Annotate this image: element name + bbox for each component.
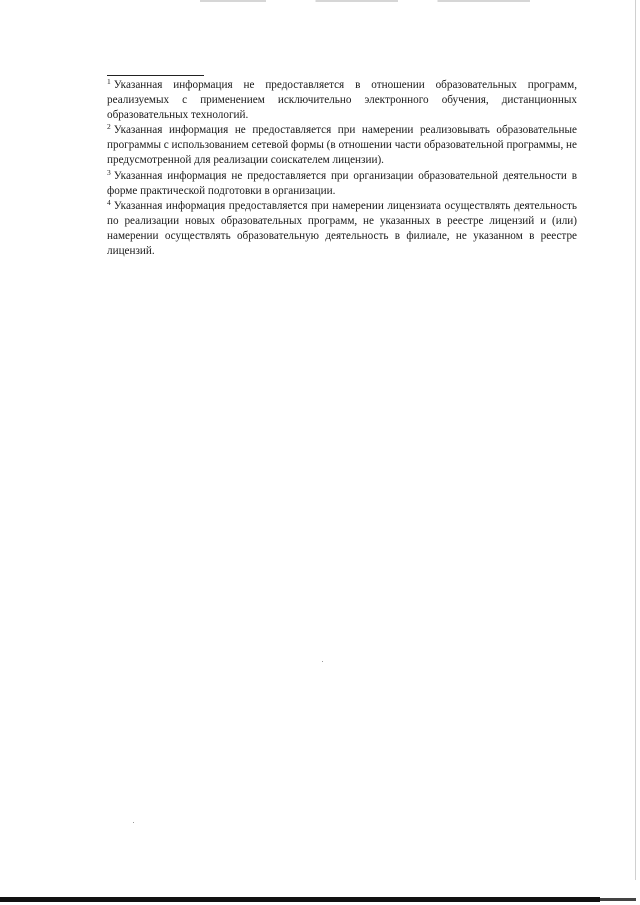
footnote-2 bbox=[107, 123, 577, 167]
scan-speck bbox=[322, 661, 323, 662]
scan-bottom-edge bbox=[0, 897, 600, 902]
footnote-3-text: Указанная информация не предоставляется при организации образовательной деятельности в форме практической подготовки в организации. bbox=[107, 169, 577, 197]
footnote-1-text: Указанная информация не предоставляется в отношении образовательных программ, реализуемых с применением исключительно электронного обучения, дистанционных образовательных технологий. bbox=[107, 79, 577, 121]
footnote-separator bbox=[107, 75, 204, 76]
footnote-2-number: 2 bbox=[107, 122, 111, 132]
scan-top-edge bbox=[200, 0, 530, 2]
footnote-1 bbox=[107, 78, 577, 122]
footnote-3-number: 3 bbox=[107, 167, 111, 177]
scan-bottom-edge-tail bbox=[600, 898, 636, 901]
footnote-4-number: 4 bbox=[107, 198, 111, 208]
footnote-4-text: Указанная информация предоставляется при намерении лицензиата осуществлять деятельность по реализации новых образовательных программ, не указанных в реестре лицензий и (или) намерении осуществлять образовательную деятельность в филиале, не указанном в реестре лицензий. bbox=[107, 200, 577, 257]
footnote-1-number: 1 bbox=[107, 77, 111, 86]
footnote-2-text: Указанная информация не предоставляется при намерении реализовывать образовательные программы с использованием сетевой формы (в отношении части образовательной программы, не предусмотренной для реализации соискателем лицензии). bbox=[107, 124, 577, 166]
footnote-3 bbox=[107, 169, 577, 199]
footnotes-section bbox=[107, 78, 577, 260]
footnote-4 bbox=[107, 199, 577, 258]
scan-right-edge bbox=[635, 0, 636, 880]
scan-speck bbox=[133, 822, 134, 823]
